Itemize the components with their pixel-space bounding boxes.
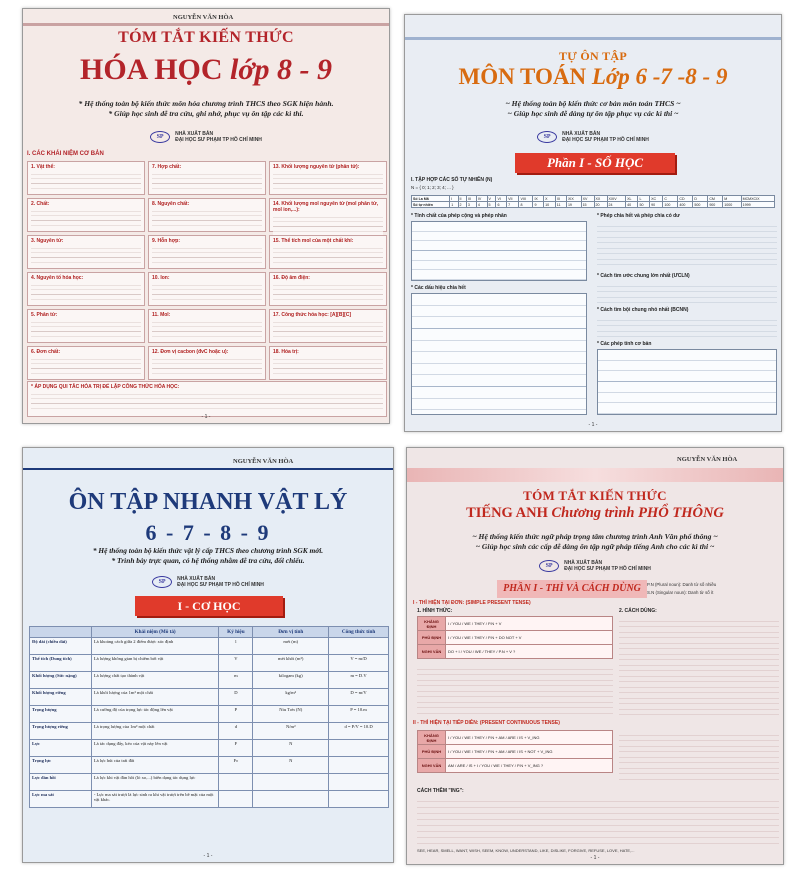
table-cell: D = m/V <box>329 689 389 706</box>
page-number: - 1 - <box>590 855 600 861</box>
concept-title: 7. Hợp chất: <box>152 164 182 170</box>
table-cell <box>329 791 389 808</box>
concept-box <box>269 235 387 269</box>
concept-title: 18. Hóa trị: <box>273 349 299 355</box>
publisher: SP NHÀ XUẤT BẢN ĐẠI HỌC SƯ PHẠM TP HỒ CHÍ MINH <box>23 131 389 143</box>
table-row <box>30 689 389 706</box>
publisher: SP NHÀ XUẤT BẢN ĐẠI HỌC SƯ PHẠM TP HỒ CHÍ MINH <box>407 560 783 572</box>
concept-box <box>269 161 387 195</box>
roman-cell: XI <box>555 196 566 202</box>
concept-title: 13. Khối lượng nguyên tử (phân tử): <box>273 164 360 170</box>
concept-box <box>269 272 387 306</box>
roman-cell: I <box>450 196 458 202</box>
table-cell: kilogam (kg) <box>253 672 329 689</box>
grammar-label: NGHI VẤN <box>418 645 446 659</box>
grammar-formula: AM / ARE / IS + I / YOU / WE / THEY / P.N + V_ING ? <box>446 759 613 773</box>
grammar-formula: I / YOU / WE / THEY / P.N + DO NOT + V <box>446 631 613 645</box>
grade-range: 6 - 7 - 8 - 9 <box>145 520 271 545</box>
subtitle: * Hệ thống toàn bộ kiến thức môn hóa chương trình THCS theo SGK hiện hành. * Giúp học sinh dễ tra cứu, ghi nhớ, phục vụ ôn tập các kì thi. <box>78 99 334 119</box>
table-cell: Là lượng không gian bị chiếm bởi vật <box>91 655 219 672</box>
pre-title: TỰ ÔN TẬP <box>558 49 628 63</box>
table-cell: N <box>253 740 329 757</box>
table-cell: Lực <box>30 740 92 757</box>
table-cell: P <box>219 706 253 723</box>
table-cell: Là khoảng cách giữa 2 điểm được xác định <box>91 638 219 655</box>
concept-box <box>148 198 266 232</box>
pre-title: TÓM TẮT KIẾN THỨC <box>523 488 667 503</box>
concept-title: 10. Ion: <box>152 275 170 281</box>
roman-cell: X <box>544 196 556 202</box>
roman-cell: CD <box>678 196 693 202</box>
arabic-cell: 500 <box>693 202 708 208</box>
concept-title: 16. Độ âm điện: <box>273 275 310 281</box>
physics-sheet <box>22 447 394 863</box>
column-header <box>30 627 92 638</box>
grammar-formula: I / YOU / WE / THEY / P.N + V <box>446 617 613 631</box>
concept-title: 8. Nguyên chất: <box>152 201 190 207</box>
part-ribbon: PHẦN I - THÌ VÀ CÁCH DÙNG <box>497 580 647 598</box>
pre-title: TÓM TẮT KIẾN THỨC <box>118 29 294 46</box>
concept-title: 14. Khối lượng mol nguyên tử (mol phân tử, mol ion,...): <box>273 201 378 213</box>
concept-box <box>27 346 145 380</box>
grammar-row <box>418 759 613 773</box>
section-title: II - THÌ HIỆN TẠI TIẾP DIỄN: (PRESENT CONTINUOUS TENSE) <box>413 720 560 726</box>
arabic-cell: 6 <box>496 202 507 208</box>
table-row <box>30 706 389 723</box>
roman-cell: XXIV <box>607 196 626 202</box>
arabic-cell: 90 <box>650 202 663 208</box>
roman-cell: C <box>663 196 678 202</box>
table-cell: Trọng lượng riêng <box>30 723 92 740</box>
table-cell <box>329 638 389 655</box>
roman-cell: III <box>466 196 476 202</box>
concept-box <box>148 309 266 343</box>
section-title: * Phép chia hết và phép chia có dư <box>597 213 680 219</box>
subtitle: ~ Hệ thống kiến thức ngữ pháp trọng tâm chương trình Anh Văn phổ thông ~ ~ Giúp học sinh các cấp dễ dàng ôn tập ngữ pháp tiếng Anh cho các kì thi ~ <box>472 532 718 552</box>
publisher-logo-icon: SP <box>537 131 557 143</box>
banner <box>407 468 783 482</box>
table-cell: Là trọng lượng của 1m³ một chất <box>91 723 219 740</box>
concept-title: 9. Hỗn hợp: <box>152 238 180 244</box>
arabic-cell: 19 <box>566 202 581 208</box>
table-cell: Niu Tơn (N) <box>253 706 329 723</box>
table-cell <box>253 774 329 791</box>
table-cell: Khối lượng (Sức nặng) <box>30 672 92 689</box>
roman-cell: VIII <box>519 196 533 202</box>
table-cell: Độ dài (chiều dài) <box>30 638 92 655</box>
table-cell: mét (m) <box>253 638 329 655</box>
page-title: MÔN TOÁN Lớp 6 -7 -8 - 9 <box>458 64 728 89</box>
divider <box>23 468 393 470</box>
table-cell: Khối lượng riêng <box>30 689 92 706</box>
publisher-logo-icon: SP <box>539 560 559 572</box>
arabic-cell: 40 <box>626 202 638 208</box>
concept-title: 17. Công thức hóa học: [A][B][C] <box>273 312 352 318</box>
arabic-cell: 3 <box>466 202 476 208</box>
publisher: SP NHÀ XUẤT BẢN ĐẠI HỌC SƯ PHẠM TP HỒ CHÍ MINH <box>23 576 393 588</box>
ing-title: CÁCH THÊM "ING": <box>417 788 464 794</box>
subtitle: * Hệ thống toàn bộ kiến thức vật lý cấp THCS theo chương trình SGK mới. * Trình bày trực quan, có hệ thống nhằm dễ tra cứu, đối chiếu. <box>92 546 324 565</box>
plural-note: P.N (Plural noun): Danh từ số nhiều <box>647 582 717 587</box>
table-cell: kg/m³ <box>253 689 329 706</box>
roman-cell: VI <box>496 196 507 202</box>
table-cell <box>329 757 389 774</box>
table-cell: D <box>219 689 253 706</box>
section-title: * Tính chất của phép cộng và phép nhân <box>411 213 507 219</box>
grammar-row <box>418 745 613 759</box>
concept-title: 5. Phân tử: <box>31 312 58 318</box>
simple-present-table <box>417 616 613 659</box>
concept-grid <box>27 161 387 380</box>
present-continuous-table <box>417 730 613 773</box>
roman-cell: MCMXCIX <box>741 196 774 202</box>
roman-cell: IV <box>476 196 487 202</box>
concept-box <box>27 272 145 306</box>
table-cell: V <box>219 655 253 672</box>
roman-cell: V <box>487 196 496 202</box>
publisher-logo-icon: SP <box>152 576 172 588</box>
usage-text <box>619 616 779 716</box>
page-number: - 1 - <box>588 422 598 428</box>
arabic-cell: 1999 <box>741 202 774 208</box>
arabic-cell: 10 <box>544 202 556 208</box>
arabic-cell: 4 <box>476 202 487 208</box>
lcm-text <box>597 315 777 337</box>
concept-title: 11. Mol: <box>152 312 171 318</box>
table-cell <box>329 740 389 757</box>
mechanics-table <box>29 626 389 808</box>
concept-title: 12. Đơn vị cacbon (đvC hoặc u): <box>152 349 229 355</box>
table-row <box>30 740 389 757</box>
table-cell <box>219 774 253 791</box>
concept-box <box>27 235 145 269</box>
table-cell <box>329 774 389 791</box>
concept-box <box>148 272 266 306</box>
ing-text <box>417 796 779 846</box>
table-cell: Lực đàn hồi <box>30 774 92 791</box>
arabic-cell: 1 <box>450 202 458 208</box>
table-cell: Là cường độ của trọng lực tác động lên vật <box>91 706 219 723</box>
arabic-cell: 2 <box>458 202 466 208</box>
table-cell: - Lực ma sát trượt là lực sinh ra khi vật trượt trên bề mặt của một vật khác. <box>91 791 219 808</box>
column-header: Khái niệm (Mô tả) <box>91 627 219 638</box>
valence-rule-box: * ÁP DỤNG QUI TẮC HÓA TRỊ ĐỂ LẬP CÔNG THỨC HÓA HỌC: <box>27 381 387 417</box>
roman-cell: D <box>693 196 708 202</box>
table-row <box>30 655 389 672</box>
page-title: HÓA HỌC lớp 8 - 9 <box>80 53 332 86</box>
table-cell: mét khối (m³) <box>253 655 329 672</box>
section-title: * Các phép tính cơ bản <box>597 341 652 347</box>
section-title: * Cách tìm ước chung lớn nhất (ƯCLN) <box>597 273 690 279</box>
table-cell: N/m³ <box>253 723 329 740</box>
form-title: 1. HÌNH THỨC: <box>417 608 453 614</box>
grammar-label: PHỦ ĐỊNH <box>418 631 446 645</box>
section-title: * Cách tìm bội chung nhỏ nhất (BCNN) <box>597 307 689 313</box>
table-cell: l <box>219 638 253 655</box>
concept-box <box>27 309 145 343</box>
table-cell: Trọng lực <box>30 757 92 774</box>
concept-title: 4. Nguyên tố hóa học: <box>31 275 84 281</box>
concept-title: 15. Thể tích mol của một chất khí: <box>273 238 354 244</box>
math-sheet <box>404 14 782 432</box>
roman-label: Số La Mã <box>412 196 450 202</box>
grammar-formula: I / YOU / WE / THEY / P.N + AM / ARE / IS + V_ING <box>446 731 613 745</box>
grammar-label: PHỦ ĐỊNH <box>418 745 446 759</box>
author: NGUYỄN VĂN HÒA <box>233 458 294 465</box>
concept-box <box>269 198 387 232</box>
singular-note: S.N (Singular noun): Danh từ số ít <box>647 590 714 595</box>
part-ribbon: I - CƠ HỌC <box>135 596 283 616</box>
gcd-text <box>597 281 777 303</box>
grammar-formula: I / YOU / WE / THEY / P.N + AM / ARE / IS + NOT + V_ING <box>446 745 613 759</box>
grammar-row <box>418 617 613 631</box>
concept-box <box>148 346 266 380</box>
table-cell: m <box>219 672 253 689</box>
roman-cell: CM <box>708 196 723 202</box>
table-cell <box>253 791 329 808</box>
chemistry-sheet <box>22 8 390 424</box>
section-title: * Các dấu hiệu chia hết <box>411 285 466 291</box>
usage-text-2 <box>619 730 779 784</box>
table-cell: Là lượng chất tạo thành vật <box>91 672 219 689</box>
arabic-cell: 20 <box>594 202 607 208</box>
roman-cell: II <box>458 196 466 202</box>
author: NGUYỄN VĂN HÒA <box>677 456 738 463</box>
table-cell: Thể tích (Dung tích) <box>30 655 92 672</box>
arabic-cell: 7 <box>507 202 519 208</box>
grammar-row <box>418 645 613 659</box>
table-cell: d = P/V = 10.D <box>329 723 389 740</box>
publisher-logo-icon: SP <box>150 131 170 143</box>
concept-title: 3. Nguyên tử: <box>31 238 64 244</box>
arabic-cell: 5 <box>487 202 496 208</box>
concept-box <box>148 161 266 195</box>
table-cell: Trọng lượng <box>30 706 92 723</box>
grammar-row <box>418 731 613 745</box>
table-cell: Fₕ <box>219 757 253 774</box>
roman-table <box>411 195 775 208</box>
arabic-label: Số tự nhiên <box>412 202 450 208</box>
arabic-cell: 9 <box>533 202 544 208</box>
english-sheet <box>406 447 784 865</box>
divider <box>405 37 781 40</box>
section-title: I. TẬP HỢP CÁC SỐ TỰ NHIÊN (N) <box>411 177 493 183</box>
natural-set: N = { 0; 1; 2; 3; 4; ... } <box>411 185 454 190</box>
roman-cell: XX <box>594 196 607 202</box>
concept-box <box>148 235 266 269</box>
table-cell: m = D.V <box>329 672 389 689</box>
table-cell: Là lực khi vật đàn hồi (lò xo,...) biến dạng tác dụng lực <box>91 774 219 791</box>
page-number: - 1 - <box>201 414 211 420</box>
arabic-cell: 1000 <box>723 202 741 208</box>
section-title: I - THÌ HIỆN TẠI ĐƠN: (SIMPLE PRESENT TENSE) <box>413 600 531 606</box>
table-cell: Là tác dụng đẩy, kéo của vật này lên vật <box>91 740 219 757</box>
table-row <box>30 638 389 655</box>
table-row <box>30 672 389 689</box>
concept-box <box>269 346 387 380</box>
roman-cell: L <box>638 196 650 202</box>
division-text <box>597 221 777 269</box>
grammar-formula: DO + I / YOU / WE / THEY / P.N + V ? <box>446 645 613 659</box>
notes-text <box>417 664 613 716</box>
column-header: Công thức tính <box>329 627 389 638</box>
author: NGUYỄN VĂN HÒA <box>173 14 234 21</box>
publisher: SP NHÀ XUẤT BẢN ĐẠI HỌC SƯ PHẠM TP HỒ CHÍ MINH <box>405 131 781 143</box>
arabic-cell: 100 <box>663 202 678 208</box>
arabic-cell: 24 <box>607 202 626 208</box>
table-cell: Lực ma sát <box>30 791 92 808</box>
page-number: - 1 - <box>203 853 213 859</box>
table-row <box>30 757 389 774</box>
table-cell: Là khối lượng của 1m³ một chất <box>91 689 219 706</box>
roman-cell: XIX <box>566 196 581 202</box>
arabic-cell: 8 <box>519 202 533 208</box>
grammar-label: KHẲNG ĐỊNH <box>418 617 446 631</box>
table-cell: V = m/D <box>329 655 389 672</box>
properties-table <box>411 221 587 281</box>
table-cell: Là lực hút của trái đất <box>91 757 219 774</box>
page-title: ÔN TẬP NHANH VẬT LÝ <box>68 489 348 515</box>
usage-title: 2. CÁCH DÙNG: <box>619 608 657 614</box>
column-header: Ký hiệu <box>219 627 253 638</box>
table-cell: F <box>219 740 253 757</box>
roman-cell: XC <box>650 196 663 202</box>
arabic-cell: 400 <box>678 202 693 208</box>
arabic-cell: 900 <box>708 202 723 208</box>
concept-title: 6. Đơn chất: <box>31 349 61 355</box>
grammar-label: KHẲNG ĐỊNH <box>418 731 446 745</box>
arabic-cell: 11 <box>555 202 566 208</box>
grammar-label: NGHI VẤN <box>418 759 446 773</box>
roman-cell: VII <box>507 196 519 202</box>
page-title: TIẾNG ANH Chương trình PHỔ THÔNG <box>466 505 724 521</box>
column-header: Đơn vị tính <box>253 627 329 638</box>
operations-table <box>597 349 777 415</box>
arabic-cell: 50 <box>638 202 650 208</box>
table-cell: P = 10.m <box>329 706 389 723</box>
roman-cell: XV <box>581 196 594 202</box>
grammar-row <box>418 631 613 645</box>
divisibility-table <box>411 293 587 415</box>
roman-cell: XL <box>626 196 638 202</box>
arabic-cell: 15 <box>581 202 594 208</box>
table-cell: d <box>219 723 253 740</box>
concept-box <box>269 309 387 343</box>
table-cell: N <box>253 757 329 774</box>
concept-box <box>27 161 145 195</box>
part-ribbon: Phần I - SỐ HỌC <box>515 153 675 173</box>
concept-box <box>27 198 145 232</box>
concept-title: 2. Chất: <box>31 201 50 207</box>
table-row <box>30 723 389 740</box>
table-row <box>30 791 389 808</box>
roman-cell: M <box>723 196 741 202</box>
concept-title: 1. Vật thể: <box>31 164 55 170</box>
subtitle: ~ Hệ thống toàn bộ kiến thức cơ bản môn toán THCS ~ ~ Giúp học sinh dễ dàng tự ôn tập phục vụ các kì thi ~ <box>505 99 681 119</box>
stative-verbs: SEE, HEAR, SMELL, WANT, WISH, SEEM, KNOW, UNDERSTAND, LIKE, DISLIKE, FORGIVE, REFUSE, LOVE, HATE,... <box>417 848 635 853</box>
section-title: I. CÁC KHÁI NIỆM CƠ BẢN <box>27 151 104 157</box>
table-cell <box>219 791 253 808</box>
roman-cell: IX <box>533 196 544 202</box>
divider <box>23 23 389 26</box>
table-row <box>30 774 389 791</box>
